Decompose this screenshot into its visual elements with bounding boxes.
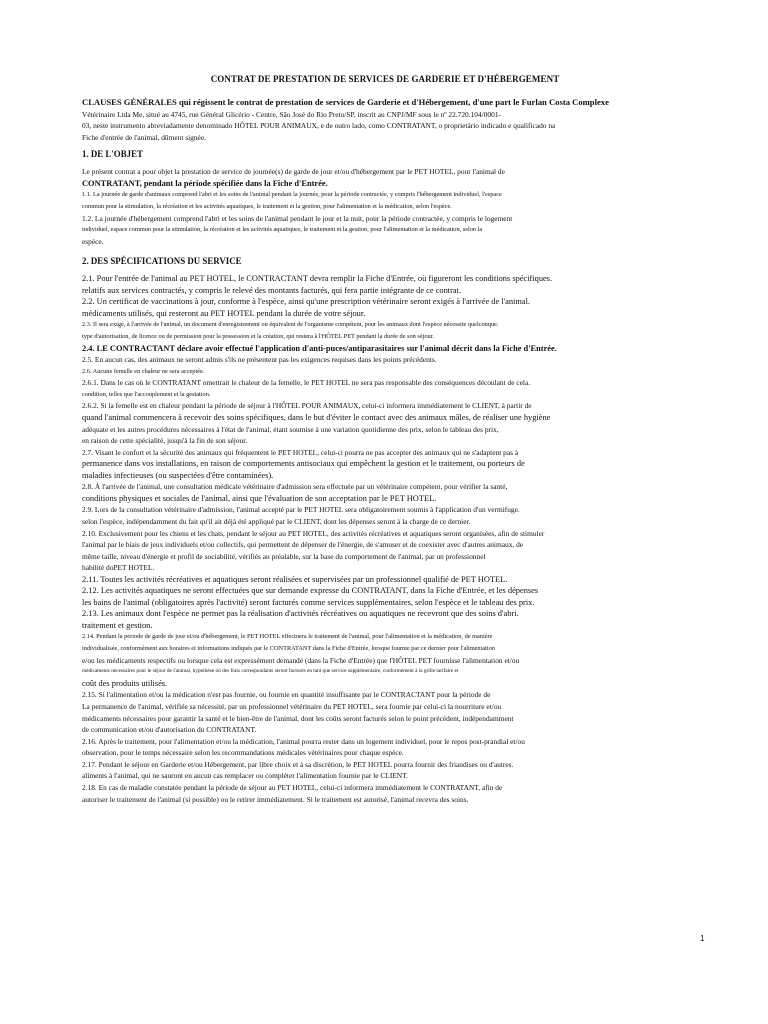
clause-line: CONTRATANT, pendant la période spécifiée dans la Fiche d'Entrée. [82,178,328,188]
clause-line: l'animal par le biais de jeux individuels et/ou collectifs, qui permettent de dépenser de l'énergie, de s'amuser et de coexister avec d'autres animaux, de [82,540,524,550]
clause-line: 2.18. En cas de maladie constatée pendant la période de séjour au PET HOTEL, celui-ci informera immédiatement le CONTRATANT, afin de [82,783,503,793]
clause-line: 2.11. Toutes les activités récréatives et aquatiques seront réalisées et supervisées par un professionnel qualifié de PET HOTEL. [82,574,508,584]
clause-line: 1.2. La journée d'hébergement comprend l'abri et les soins de l'animal pendant le jour et la nuit, pour la période contractée, y compris le logement [82,213,513,223]
contract-page [82,74,688,805]
intro-clause [82,97,688,143]
section-heading-specifications: 2. DES SPÉCIFICATIONS DU SERVICE [82,256,242,267]
clause-line: condition, telles que l'accouplement et la gestation. [82,390,211,398]
clause-line: les bains de l'animal (obligatoires après l'activité) seront facturés comme services supplémentaires, selon l'espèce et le tableau des prix. [82,597,535,607]
clause-line: individualisée, conformément aux horaires et informations indiqués par le CONTRATANT dans la Fiche d'Entrée, lorsque fournie par ce dernier pour l'alimentation [82,645,495,653]
clause-line: 2.13. Les animaux dont l'espèce ne permet pas la réalisation d'activités récréatives ou aquatiques ne recevront que des soins d'abri. [82,609,519,619]
clause-line: autoriser le traitement de l'animal (si possible) ou le retirer immédiatement. Si le traitement est autorisé, l'animal recevra des soins. [82,794,469,804]
intro-lead: CLAUSES GÉNÉRALES qui régissent le contrat de prestation de services de Garderie et d'Hébergement, d'une part le Furlan Costa Complexe [82,97,609,107]
page-number: 1 [700,934,705,943]
clause-line: 2.17. Pendant le séjour en Garderie et/ou Hébergement, par libre choix et à sa discrétion, le PET HOTEL pourra fournir des friandises ou d'autres. [82,759,514,769]
clause-line: habilité doPET HOTEL. [82,563,155,573]
clause-line: quand l'animal commencera à recevoir des soins spécifiques, dans le but d'éviter le contact avec des animaux mâles, de réaliser une hygiène [82,413,551,422]
clause-line: maladies infectieuses (ou suspectées d'être contaminées). [82,470,274,480]
clause-line: commun pour la stimulation, la récréation et les activités aquatiques, le traitement et la gestion, pour l'alimentation et la médication, selon l'espèce. [82,202,452,210]
clause-line: type d'autorisation, de licence ou de permission pour la possession et la création, qui restera à l'HÔTEL PET pendant la durée de son séjour. [82,332,434,340]
clause-line: 2.6. Aucune femelle en chaleur ne sera acceptée. [82,367,205,375]
clause-line: médicaments nécessaires pour le séjour de l'animal, hypothèse où des frais correspondants seront facturés en tant que service supplémentaire, conformément à la grille tarifaire et [82,668,459,675]
clause-line: 2.3. Il sera exigé, à l'arrivée de l'animal, un document d'enregistrement ou équivalent de l'organisme compétent, pour les animaux dont l'espèce nécessite quelconque. [82,321,499,329]
clause-line: permanence dans vos installations, en raison de comportements antisociaux qui empêchent la gestion et le traitement, ou porteurs de [82,459,525,469]
clause-line: même taille, niveau d'énergie et profil de sociabilité, vérifiés au préalable, sur la base du comportement de l'animal, par un professionnel [82,551,486,561]
clause-line: 2.10. Exclusivement pour les chiens et les chats, pendant le séjour au PET HOTEL, des activités récréatives et aquatiques seront organisées, afin de stimuler [82,528,545,538]
clause-line: 2.1. Pour l'entrée de l'animal au PET HOTEL, le CONTRACTANT devra remplir la Fiche d'Entrée, où figureront les conditions spécifiques. [82,274,553,284]
intro-line: 03, neste instrumento abreviadamente denominado HÔTEL POUR ANIMAUX, e de outro lado, como CONTRATANT, o proprietário indicado e qualificado na [82,121,556,131]
clause-line: 2.4. LE CONTRACTANT déclare avoir effectué l'application d'anti-puces/antiparasitaires sur l'animal décrit dans la Fiche d'Entrée. [82,343,557,353]
clause-line: 2.8. À l'arrivée de l'animal, une consultation médicale vétérinaire d'admission sera effectuée par un vétérinaire compétent, pour vérifier la santé, [82,482,508,492]
clause-line: 2.12. Les activités aquatiques ne seront effectuées que sur demande expresse du CONTRATANT, dans la Fiche d'Entrée, et les dépenses [82,586,539,596]
clause-line: 2.16. Après le traitement, pour l'alimentation et/ou la médication, l'animal pourra rester dans un logement individuel, pour le repos post-prandial et/ou [82,736,525,746]
clause-line: 2.9. Lors de la consultation vétérinaire d'admission, l'animal accepté par le PET HOTEL sera obligatoirement soumis à l'application d'un vermifuge. [82,505,520,515]
clause-line: 2.7. Visant le confort et la sécurité des animaux qui fréquentent le PET HOTEL, celui-ci pourra ne pas accepter des animaux qui ne s'adaptent pas à [82,447,519,457]
clause-line: espèce. [82,236,104,246]
clause-line: 1.1. La journée de garde d'animaux comprend l'abri et les soins de l'animal pendant la journée, pour la période contractée, y compris l'hébergement individuel, l'espace [82,191,502,199]
clause-line: coût des produits utilisés. [82,678,168,688]
clause-line: 2.6.2. Si la femelle est en chaleur pendant la période de séjour à l'HÔTEL POUR ANIMAUX, celui-ci informera immédiatement le CLIENT, à partir de [82,401,532,411]
clause-line: e/ou les médicaments respectifs ou lorsque cela est expressément demandé (dans la Fiche d'Entrée) que l'HÔTEL PET fournisse l'alimentation et/ou [82,655,520,665]
section-heading-objet: 1. DE L'OBJET [82,149,143,160]
clause-line: relatifs aux services contractés, y compris le relevé des montants facturés, qui fera partie intégrante de ce contrat. [82,285,462,295]
document-title: CONTRAT DE PRESTATION DE SERVICES DE GARDERIE ET D'HÉBERGEMENT [210,74,560,84]
clause-line: 2.15. Si l'alimentation et/ou la médication n'est pas fournie, ou fournie en quantité insuffisante par le CONTRACTANT pour la période de [82,690,491,700]
clause-line: selon l'espèce, indépendamment du fait qu'il ait déjà été appliqué par le CLIENT, dont les dépenses seront à la charge de ce dernier. [82,516,471,526]
clause-line: traitement et gestion. [82,620,153,630]
clause-line: observation, pour le temps nécessaire selon les recommandations médicales vétérinaires pour chaque espèce. [82,748,404,758]
intro-line: Vétérinaire Ltda Me, situé au 4745, rue Général Glicério - Centre, São José do Rio Preto/SP, inscrit au CNPJ/MF sous le nº 22.720.104/0001- [82,109,501,119]
clause-line: 2.14. Pendant la période de garde de jour et/ou d'hébergement, le PET HOTEL effectuera le traitement de l'animal, pour l'alimentation et la médication, de manière [82,633,493,641]
clause-line: 2.6.1. Dans le cas où le CONTRATANT omettrait le chaleur de la femelle, le PET HOTEL ne sera pas responsable des conséquences découlant de cela. [82,378,531,388]
clause-line: La permanence de l'animal, vérifiée sa nécessité, par un professionnel vétérinaire du PET HOTEL, sera fournie par celui-ci la nourriture et/ou [82,701,502,711]
clause-line: médicaments nécessaires pour garantir la santé et le bien-être de l'animal, dont les coûts seront facturés selon le point précédent, indépendamment [82,713,514,723]
clause-line: individuel, espace commun pour la stimulation, la récréation et les activités aquatiques, le traitement et la gestion, pour l'alimentation et la médication, selon la [82,226,483,234]
clause-line: de communication et/ou d'autorisation du CONTRATANT. [82,725,257,735]
clause-line: aliments à l'animal, qui ne sauront en aucun cas remplacer ou compléter l'alimentation fournie par le CLIENT. [82,771,408,781]
intro-line: Fiche d'entrée de l'animal, dûment signée. [82,132,206,142]
clause-line: en raison de cette spécialité, jusqu'à la fin de son séjour. [82,436,248,446]
clause-line: adéquate et les autres procédures nécessaires à l'état de l'animal, étant soumise à une variation quotidienne des prix, selon le tableau des prix, [82,424,499,434]
clause-line: médicaments utilisés, qui resteront au PET HOTEL pendant la durée de votre séjour. [82,308,366,318]
clause-line: 2.2. Un certificat de vaccinations à jour, conforme à l'espèce, ainsi qu'une prescription vétérinaire seront exigés à l'arrivée de l'animal. [82,297,530,307]
clause-line: 2.5. En aucun cas, des animaux ne seront admis s'ils ne présentent pas les exigences requises dans les points précédents. [82,355,437,365]
clause-line: Le présent contrat a pour objet la prestation de service de journée(s) de garde de jour et/ou d'hébergement par le PET HOTEL, pour l'animal de [82,167,505,177]
clause-line: conditions physiques et sociales de l'animal, ainsi que l'évaluation de son acceptation par le PET HOTEL. [82,493,437,503]
